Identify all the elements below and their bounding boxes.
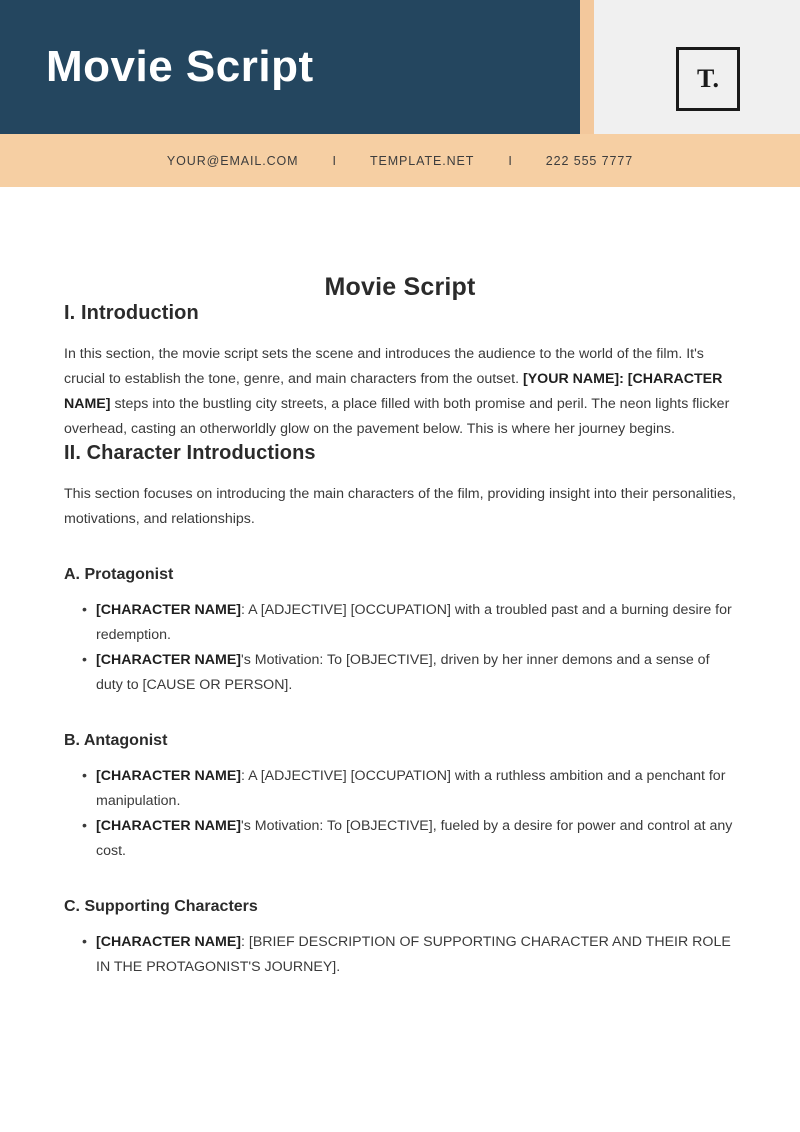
- introduction-paragraph: [64, 342, 736, 442]
- template-logo-icon: [676, 47, 740, 111]
- bullet-text: : A [ADJECTIVE] [OCCUPATION] with a ruthless ambition and a penchant for manipulation.: [96, 768, 726, 809]
- bullet-bold-label: [CHARACTER NAME]: [96, 602, 242, 618]
- list-item: [82, 598, 736, 648]
- header-title: Movie Script: [46, 42, 314, 91]
- subsection-heading-supporting-characters: C. Supporting Characters: [64, 898, 258, 915]
- list-item: [82, 648, 736, 698]
- bullet-text: 's Motivation: To [OBJECTIVE], driven by her inner demons and a sense of duty to [CAUSE OR PERSON].: [96, 652, 710, 693]
- subsection-heading-antagonist: B. Antagonist: [64, 732, 168, 749]
- supporting-characters-bullet-list: [64, 930, 736, 980]
- bullet-text: : A [ADJECTIVE] [OCCUPATION] with a troubled past and a burning desire for redemption.: [96, 602, 732, 643]
- protagonist-bullet-list: [64, 598, 736, 698]
- bullet-bold-label: [CHARACTER NAME]: [96, 818, 242, 834]
- list-item: [82, 764, 736, 814]
- intro-text-prefix: In this section, the movie script sets the scene and introduces the audience to the world of the film. It's crucial to establish the tone, genre, and main characters from the outset.: [64, 346, 704, 387]
- bullet-bold-label: [CHARACTER NAME]: [96, 768, 242, 784]
- list-item: [82, 814, 736, 864]
- logo-letter: T.: [697, 64, 719, 93]
- section-heading-character-introductions: II. Character Introductions: [64, 442, 316, 464]
- contact-bar: [0, 134, 800, 187]
- contact-phone[interactable]: 222 555 7777: [545, 153, 634, 168]
- bullet-text: : [BRIEF DESCRIPTION OF SUPPORTING CHARACTER AND THEIR ROLE IN THE PROTAGONIST'S JOURNEY].: [96, 934, 731, 975]
- contact-website[interactable]: TEMPLATE.NET: [369, 153, 475, 168]
- header-accent-stripe: [580, 0, 594, 134]
- page-header: [0, 0, 800, 134]
- subsection-heading-protagonist: A. Protagonist: [64, 566, 174, 583]
- document-title: Movie Script: [324, 273, 476, 301]
- document-body: [0, 273, 800, 980]
- character-introductions-paragraph: This section focuses on introducing the main characters of the film, providing insight into their personalities, motivations, and relationships.: [64, 486, 736, 527]
- bullet-bold-label: [CHARACTER NAME]: [96, 934, 242, 950]
- bullet-bold-label: [CHARACTER NAME]: [96, 652, 242, 668]
- bullet-text: 's Motivation: To [OBJECTIVE], fueled by a desire for power and control at any cost.: [96, 818, 733, 859]
- intro-placeholder-bold: [YOUR NAME]: [CHARACTER NAME]: [64, 371, 723, 412]
- antagonist-bullet-list: [64, 764, 736, 864]
- section-heading-introduction: I. Introduction: [64, 302, 199, 324]
- contact-email[interactable]: YOUR@EMAIL.COM: [166, 153, 299, 168]
- contact-separator-1: I: [332, 153, 336, 168]
- contact-separator-2: I: [508, 153, 512, 168]
- intro-text-suffix: steps into the bustling city streets, a place filled with both promise and peril. The neon lights flicker overhead, casting an otherworldly glow on the pavement below. This is where her journey begins.: [64, 396, 730, 437]
- list-item: [82, 930, 736, 980]
